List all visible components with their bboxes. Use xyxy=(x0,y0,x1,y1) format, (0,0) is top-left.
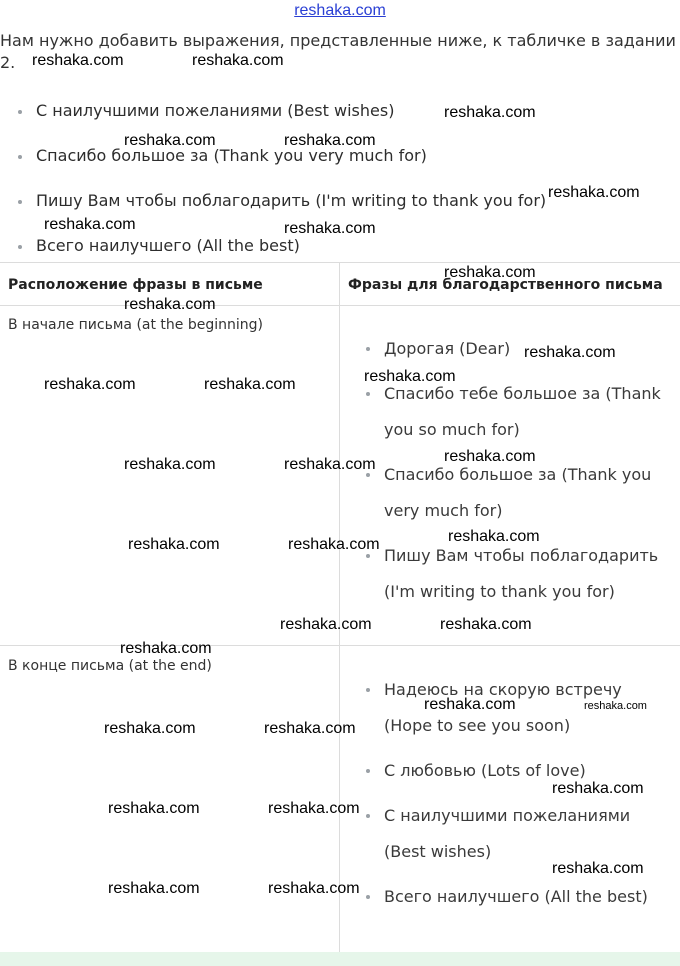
watermark: reshaka.com xyxy=(552,780,644,797)
list-item: Пишу Вам чтобы поблагодарить (I'm writing to thank you for) xyxy=(18,191,546,210)
watermark: reshaka.com xyxy=(120,640,212,657)
table-cell-item: С любовью (Lots of love) xyxy=(366,753,666,789)
list-item: Всего наилучшего (All the best) xyxy=(18,236,300,255)
watermark: reshaka.com xyxy=(44,376,136,393)
watermark: reshaka.com xyxy=(284,456,376,473)
watermark: reshaka.com xyxy=(424,696,516,713)
watermark: reshaka.com xyxy=(584,700,647,712)
watermark: reshaka.com xyxy=(104,720,196,737)
watermark: reshaka.com xyxy=(128,536,220,553)
watermark: reshaka.com xyxy=(284,220,376,237)
table-divider xyxy=(0,305,680,306)
column-divider xyxy=(339,262,340,966)
list-item: Спасибо большое за (Thank you very much for) xyxy=(18,146,427,165)
watermark: reshaka.com xyxy=(524,344,616,361)
table-cell-item: Надеюсь на скорую встречу (Hope to see you soon) xyxy=(366,672,666,744)
header-location: Расположение фразы в письме xyxy=(8,277,263,293)
watermark: reshaka.com xyxy=(440,616,532,633)
watermark: reshaka.com xyxy=(268,880,360,897)
watermark: reshaka.com xyxy=(44,216,136,233)
watermark: reshaka.com xyxy=(204,376,296,393)
table-cell-item: С наилучшими пожеланиями (Best wishes) xyxy=(366,798,666,870)
watermark: reshaka.com xyxy=(108,880,200,897)
watermark: reshaka.com xyxy=(264,720,356,737)
table-cell-item: Всего наилучшего (All the best) xyxy=(366,879,666,915)
header-phrases: Фразы для благодарственного письма xyxy=(348,277,663,293)
row-label-beginning: В начале письма (at the beginning) xyxy=(8,317,263,333)
watermark: reshaka.com xyxy=(124,456,216,473)
intro-text: Нам нужно добавить выражения, представленные ниже, к табличке в задании 2. xyxy=(0,31,676,72)
row-label-end: В конце письма (at the end) xyxy=(8,658,212,674)
watermark: reshaka.com xyxy=(124,296,216,313)
watermark: reshaka.com xyxy=(108,800,200,817)
watermark: reshaka.com xyxy=(32,52,124,69)
table-footer-bar xyxy=(0,952,680,966)
watermark: reshaka.com xyxy=(192,52,284,69)
watermark: reshaka.com xyxy=(284,132,376,149)
watermark: reshaka.com xyxy=(548,184,640,201)
watermark: reshaka.com xyxy=(288,536,380,553)
watermark: reshaka.com xyxy=(268,800,360,817)
table-cell-item: Спасибо тебе большое за (Thank you so much for) xyxy=(366,376,666,448)
watermark: reshaka.com xyxy=(124,132,216,149)
watermark: reshaka.com xyxy=(444,264,536,281)
watermark: reshaka.com xyxy=(444,104,536,121)
table-divider xyxy=(0,645,680,646)
watermark: reshaka.com xyxy=(552,860,644,877)
table-divider xyxy=(0,262,680,263)
table-cell-item: Пишу Вам чтобы поблагодарить (I'm writing to thank you for) xyxy=(366,538,666,610)
table-cell-item: Дорогая (Dear) xyxy=(366,331,666,367)
table-cell-item: Спасибо большое за (Thank you very much for) xyxy=(366,457,666,529)
watermark: reshaka.com xyxy=(444,448,536,465)
watermark: reshaka.com xyxy=(364,368,456,385)
site-link[interactable]: reshaka.com xyxy=(294,2,386,19)
list-item: С наилучшими пожеланиями (Best wishes) xyxy=(18,101,394,120)
watermark: reshaka.com xyxy=(448,528,540,545)
watermark: reshaka.com xyxy=(280,616,372,633)
